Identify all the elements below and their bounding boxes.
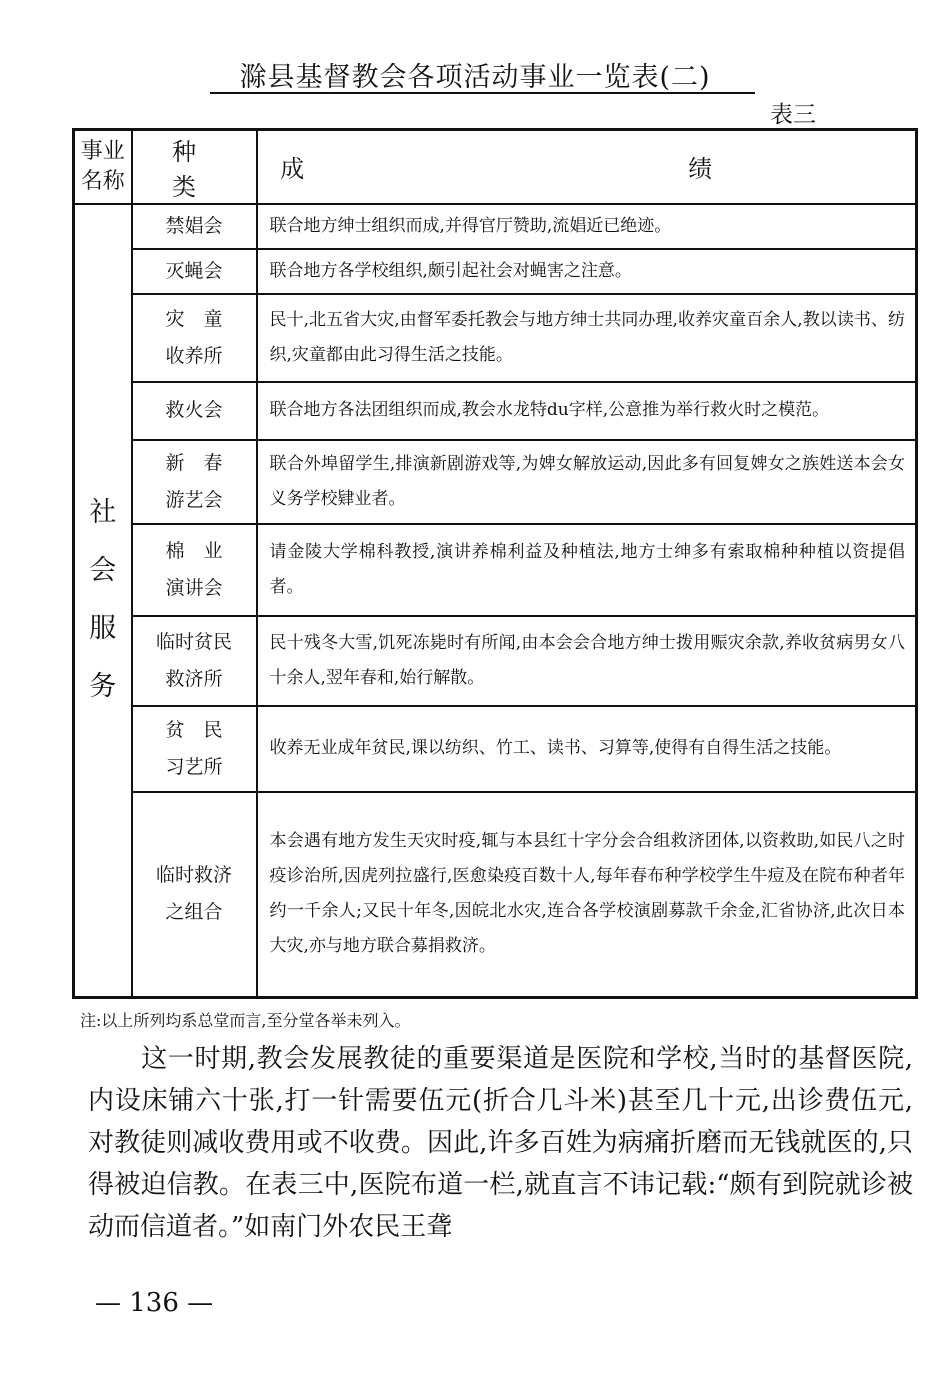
table-note: 注:以上所列均系总堂而言,至分堂各举未列入。 [80,1011,411,1030]
activities-table [72,128,918,999]
table-row [74,204,917,249]
result-cell: 本会遇有地方发生天灾时疫,辄与本县红十字分会合组救济团体,以资救助,如民八之时疫诊治所,因虎列拉盛行,医愈染疫百数十人,每年春布种学校学生牛痘及在院布种者年约一千余人;又民十年冬,因皖北水灾,连合各学校演剧募款千余金,汇省协济,此次日本大灾,亦与地方联合募捐救济。 [257,792,917,998]
result-cell: 联合外埠留学生,排演新剧游戏等,为婢女解放运动,因此多有回复婢女之族姓送本会女义务学校肄业者。 [257,440,917,524]
table-row [74,249,917,294]
kind-cell: 临时救济 之组合 [132,792,257,998]
table-number: 表三 [770,102,816,128]
kind-cell: 灾 童 收养所 [132,294,257,382]
table-row [74,524,917,616]
table-row [74,440,917,524]
header-name: 事业 名称 [74,130,132,204]
category-cell [74,204,132,998]
result-cell: 民十残冬大雪,饥死冻毙时有所闻,由本会会合地方绅士拨用赈灾余款,养收贫病男女八十余人,翌年春和,始行解散。 [257,616,917,706]
result-cell: 联合地方绅士组织而成,并得官厅赞助,流娼近已绝迹。 [257,204,917,249]
result-cell: 收养无业成年贫民,课以纺织、竹工、读书、习算等,使得有自得生活之技能。 [257,706,917,792]
result-cell: 请金陵大学棉科教授,演讲养棉利益及种植法,地方士绅多有索取棉种种植以资提倡者。 [257,524,917,616]
table-row [74,382,917,440]
result-cell: 民十,北五省大灾,由督军委托教会与地方绅士共同办理,收养灾童百余人,教以读书、纺织,灾童都由此习得生活之技能。 [257,294,917,382]
kind-cell: 贫 民 习艺所 [132,706,257,792]
table-row [74,294,917,382]
body-paragraph: 这一时期,教会发展教徒的重要渠道是医院和学校,当时的基督医院,内设床铺六十张,打一针需要伍元(折合几斗米)甚至几十元,出诊费伍元,对教徒则减收费用或不收费。因此,许多百姓为病痛折磨而无钱就医的,只得被迫信教。在表三中,医院布道一栏,就直言不讳记载:“颇有到院就诊被动而信道者。”如南门外农民王聋 [88,1044,913,1242]
result-cell: 联合地方各法团组织而成,教会水龙特du字样,公意推为举行救火时之模范。 [257,382,917,440]
kind-cell: 救火会 [132,382,257,440]
page-number: — 136 — [95,1288,214,1318]
kind-cell: 临时贫民 救济所 [132,616,257,706]
header-kind: 种 类 [132,130,257,204]
kind-cell: 棉 业 演讲会 [132,524,257,616]
kind-cell: 禁娼会 [132,204,257,249]
result-cell: 联合地方各学校组织,颇引起社会对蝇害之注意。 [257,249,917,294]
title-underline [210,92,755,94]
category-label: 社会服务 [89,497,117,703]
table-row [74,616,917,706]
kind-cell: 灭蝇会 [132,249,257,294]
table-row [74,792,917,998]
header-result: 成 绩 [257,130,917,204]
page-title: 滁县基督教会各项活动事业一览表(二) [239,62,711,93]
table-row [74,706,917,792]
table-header-row [74,130,917,204]
kind-cell: 新 春 游艺会 [132,440,257,524]
